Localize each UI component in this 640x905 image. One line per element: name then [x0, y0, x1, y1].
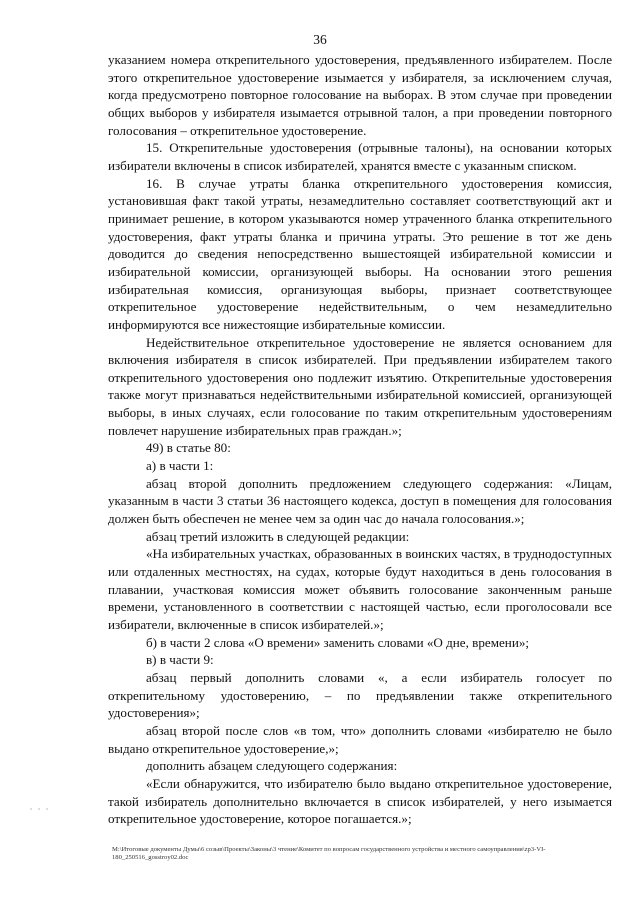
paragraph: Недействительное открепительное удостоверение не является основанием для включения избирателя в список избирателей. При предъявлении избирателем такого открепительного удостоверения оно подлежит изъятию. Открепительные удостоверения также могут признаваться недействительными избирательной комиссией, организующей выборы, в иных случаях, если голосование по таким открепительным удостоверениям повлечет нарушение избирательных прав граждан.»;	[108, 334, 612, 438]
paragraph: в) в части 9:	[146, 652, 214, 668]
paragraph: 15. Открепительные удостоверения (отрывные талоны), на основании которых избиратели включены в список избирателей, хранятся вместе с указанным списком.	[108, 140, 612, 173]
paragraph: абзац второй дополнить предложением следующего содержания: «Лицам, указанным в части 3 статьи 36 настоящего кодекса, доступ в помещения для голосования должен быть обеспечен не менее чем за один час до начала голосования.»;	[108, 475, 612, 527]
paragraph: абзац третий изложить в следующей редакции:	[146, 528, 410, 544]
paragraph: абзац первый дополнить словами «, а если избиратель голосует по открепительному удостоверению, – по предъявлении также открепительного удостоверения»;	[108, 669, 612, 721]
paragraph: 16. В случае утраты бланка открепительного удостоверения комиссия, установившая факт такой утраты, незамедлительно составляет соответствующий акт и принимает решение, в котором указываются номер утраченного бланка открепительного удостоверения, факт утраты бланка и причина утраты. Это решение в тот же день доводится до сведения непосредственно вышестоящей избирательной комиссии и избирательной комиссии, организующей выборы. На основании этого решения избирательная комиссия, организующая выборы, признает соответствующее открепительное удостоверение недействительным, о чем незамедлительно информируются все нижестоящие избирательные комиссии.	[108, 175, 612, 332]
paragraph: абзац второй после слов «в том, что» дополнить словами «избирателю не было выдано открепительное удостоверение,»;	[108, 722, 612, 756]
paragraph: 49) в статье 80:	[146, 440, 231, 456]
document-body	[108, 51, 612, 828]
paragraph: «На избирательных участках, образованных в воинских частях, в труднодоступных или отдаленных местностях, на судах, которые будут находиться в день голосования в плавании, участковая комиссия может объявить голосование законченным раньше времени, установленного в соответствии с настоящей частью, если проголосовали все избиратели, включенные в список избирателей.»;	[108, 546, 612, 632]
scan-artifact-icon	[30, 807, 70, 811]
paragraph: б) в части 2 слова «О времени» заменить словами «О дне, времени»;	[146, 634, 530, 650]
scan-margin-mark	[30, 807, 70, 811]
paragraph: указанием номера открепительного удостоверения, предъявленного избирателем. После этого открепительное удостоверение изымается у избирателя, за исключением случая, когда предусмотрено повторное голосование на выборах. В этом случае при проведении общих выборов у избирателя изымается отрывной талон, а при проведении повторного голосования – открепительное удостоверение.	[108, 52, 612, 138]
paragraph: дополнить абзацем следующего содержания:	[146, 758, 398, 774]
paragraph: «Если обнаружится, что избирателю было выдано открепительное удостоверение, такой избиратель дополнительно включается в список избирателей, у него изымается открепительное удостоверение, которое погашается.»;	[108, 775, 612, 827]
file-path-footer: M:\Итоговые документы Думы\6 созыв\Проекты\Законы\3 чтение\Комитет по вопросам государственного устройства и местного самоуправления\zp3-VI-180_250516_gosstroy02.doc	[112, 846, 546, 861]
paragraph: а) в части 1:	[146, 458, 214, 474]
page-number: 36	[313, 32, 327, 47]
